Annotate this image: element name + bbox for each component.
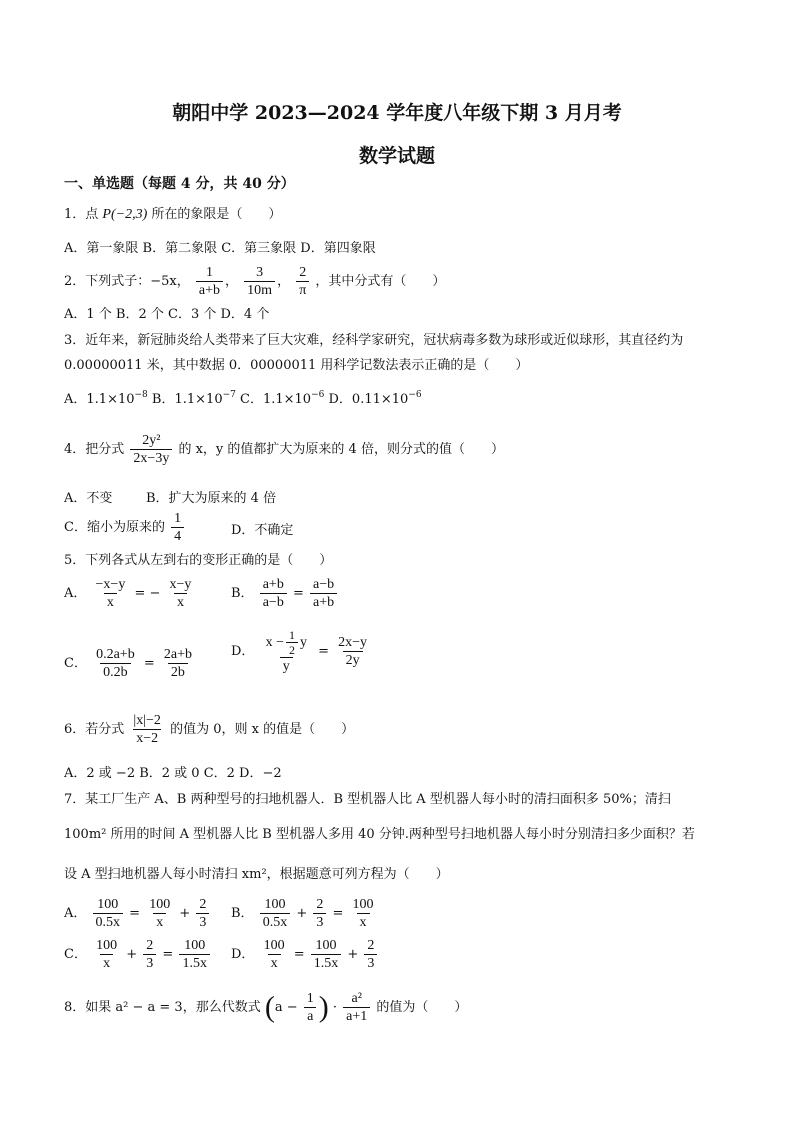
q7-option-a: A． $\frac{100}{0.5x}$ = $\frac{100}{x}$ + $\frac{2}{3}$ [64, 896, 211, 931]
q6-stem: 的值为 0，则 x 的值是（ ） [170, 722, 355, 737]
fraction: $\frac{2}{3}$ [143, 937, 156, 972]
numerator: 2y² [142, 433, 161, 448]
q4-fraction [130, 432, 172, 467]
q4-option-b: B．扩大为原来的 4 倍 [146, 491, 277, 506]
option-label: A． [64, 586, 87, 601]
option-label: C． [64, 947, 87, 962]
fraction: $\frac{100}{x}$ [352, 897, 374, 930]
option-label: A． [64, 906, 87, 921]
numerator: 1 [174, 511, 182, 526]
q6-fraction [130, 712, 164, 747]
exam-subtitle: 数学试题 [358, 145, 435, 167]
q2-fraction-2 [244, 264, 275, 299]
q4-lead: 4．把分式 [64, 442, 125, 457]
fraction: $\frac{100}{0.5x}$ [93, 896, 124, 931]
question-8: 8．如果 a² − a = 3，那么代数式 (a − $\frac{1}{a}$ ) · $\frac{\text{a²}}{a+1}$ 的值为（ ） [64, 990, 468, 1024]
fraction: $\frac{100}{0.5x}$ [260, 896, 291, 931]
q2-lead: 2．下列式子：−5x， [64, 274, 190, 289]
q2-fraction-1 [196, 264, 223, 299]
numerator: 2 [299, 265, 307, 280]
option-label: B． [231, 586, 254, 601]
fraction: $\frac{100}{1.5x}$ [311, 937, 342, 972]
denominator: 4 [171, 527, 184, 545]
q2-fraction-3 [296, 264, 309, 299]
q3-options [64, 391, 422, 409]
q3-line-1: 3．近年来，新冠肺炎给人类带来了巨大灾难，经科学家研究，冠状病毒多数为球形或近似球形，其直径约为 [64, 333, 684, 348]
fraction: $\frac{x-y}{x}$ [169, 577, 192, 610]
q8-inner-term: a − [274, 1000, 298, 1015]
q3-option-c: C．$1.1\times 10^{-6}$ [240, 390, 325, 407]
q7-line-1: 7．某工厂生产 A、B 两种型号的扫地机器人．B 型机器人比 A 型机器人每小时的清扫面积多 50%；清扫 [64, 792, 671, 807]
q3-option-a: A．$1.1\times 10^{-8}$ [64, 390, 148, 407]
q7-option-c: C． $\frac{100}{x}$ + $\frac{2}{3}$ = $\frac{100}{1.5x}$ [64, 937, 212, 972]
right-paren: ) [318, 990, 329, 1024]
q8-lead: 8．如果 a² − a = 3，那么代数式 [64, 1000, 261, 1015]
question-1 [64, 206, 281, 224]
q1-point: P(−2,3) [102, 207, 148, 222]
question-6 [64, 712, 354, 747]
operator: = − [134, 586, 161, 601]
q5-stem: 5．下列各式从左到右的变形正确的是（ ） [64, 553, 333, 568]
denominator: 2x−3y [130, 449, 172, 467]
fraction: $\frac{-x-y}{x}$ [95, 577, 126, 610]
option-label: D． [231, 644, 255, 659]
q1-options: A．第一象限 B．第二象限 C．第三象限 D．第四象限 [64, 241, 376, 256]
q4-option-a: A．不变 [64, 491, 113, 506]
question-2: 2．下列式子：−5x， $\frac{1}{a+b}$ ， $\frac{3}{10m}$ ， $\frac{2}{\pi}$ ，其中分式有（ ） [64, 265, 446, 298]
denominator: π [296, 281, 309, 299]
denominator: a+b [196, 281, 223, 299]
fraction: $\frac{a-b}{a+b}$ [310, 576, 337, 611]
fraction: $\frac{2}{3}$ [313, 896, 326, 931]
fraction: $\frac{100}{x}$ [149, 897, 171, 930]
q8-stem: 的值为（ ） [376, 1000, 468, 1015]
q5-option-d: D． x − $\frac{1}{2}$ y y = $\frac{2x-y}{2y}$ [231, 628, 372, 675]
q2-stem: ，其中分式有（ ） [315, 274, 446, 289]
q1-stem: 所在的象限是（ ） [151, 207, 282, 222]
fraction: $\frac{0.2a+b}{0.2b}$ [96, 647, 135, 680]
q3-line-2: 0.00000011 米，其中数据 0．00000011 用科学记数法表示正确的是（ ） [64, 358, 529, 373]
q2-options: A．1 个 B．2 个 C．3 个 D．4 个 [64, 307, 270, 322]
fraction: $\frac{2x-y}{2y}$ [338, 635, 368, 668]
q6-options: A．2 或 −2 B．2 或 0 C．2 D．−2 [64, 766, 282, 781]
q4-option-c-text: C．缩小为原来的 [64, 520, 165, 535]
fraction: x − $\frac{1}{2}$ y y [265, 628, 307, 674]
q7-line-2: 100m² 所用的时间 A 型机器人比 B 型机器人多用 40 分钟.两种型号扫地机器人每小时分别清扫多少面积？若 [64, 827, 695, 842]
question-4 [64, 432, 504, 467]
q7-option-d: D． $\frac{100}{x}$ = $\frac{100}{1.5x}$ + $\frac{2}{3}$ [231, 937, 379, 972]
q4-option-d: D．不确定 [231, 523, 294, 538]
exam-title: 朝阳中学 2023—2024 学年度八年级下期 3 月月考 [172, 102, 622, 124]
q4-option-c [64, 510, 186, 545]
q5-option-c: C． $\frac{0.2a+b}{0.2b}$ = $\frac{2a+b}{2b}$ [64, 646, 197, 681]
fraction: $\frac{100}{1.5x}$ [179, 937, 210, 972]
fraction: $\frac{2a+b}{2b}$ [163, 647, 192, 680]
fraction: $\frac{a+b}{a-b}$ [260, 576, 287, 611]
q5-option-a [64, 576, 196, 611]
q7-option-b: B． $\frac{100}{0.5x}$ + $\frac{2}{3}$ = $\frac{100}{x}$ [231, 896, 379, 931]
numerator: |x|−2 [133, 713, 161, 728]
fraction: $\frac{2}{3}$ [196, 896, 209, 931]
q6-lead: 6．若分式 [64, 722, 125, 737]
left-paren: ( [264, 990, 275, 1024]
option-label: D． [231, 947, 255, 962]
numerator: 3 [256, 265, 264, 280]
option-label: C． [64, 656, 87, 671]
q8-fraction: $\frac{\text{a²}}{a+1}$ [343, 990, 370, 1025]
option-label: B． [231, 906, 254, 921]
q5-option-b: B． $\frac{a+b}{a-b}$ = $\frac{a-b}{a+b}$ [231, 576, 339, 611]
q8-inner-fraction: $\frac{1}{a}$ [304, 990, 317, 1025]
numerator: 1 [205, 265, 213, 280]
q1-number: 1．点 [64, 207, 99, 222]
fraction: $\frac{2}{3}$ [364, 937, 377, 972]
q3-option-d: D．$0.11\times 10^{-6}$ [328, 390, 422, 407]
denominator: x−2 [133, 729, 161, 747]
q3-option-b: B．$1.1\times 10^{-7}$ [151, 390, 236, 407]
q7-line-3: 设 A 型扫地机器人每小时清扫 xm²，根据题意可列方程为（ ） [64, 867, 449, 882]
fraction: $\frac{100}{x}$ [96, 938, 118, 971]
q4-stem: 的 x，y 的值都扩大为原来的 4 倍，则分式的值（ ） [178, 442, 504, 457]
q4-option-c-fraction [171, 510, 184, 545]
denominator: 10m [244, 281, 275, 299]
fraction: $\frac{100}{x}$ [263, 938, 285, 971]
section-heading: 一、单选题（每题 4 分，共 40 分） [64, 176, 295, 192]
